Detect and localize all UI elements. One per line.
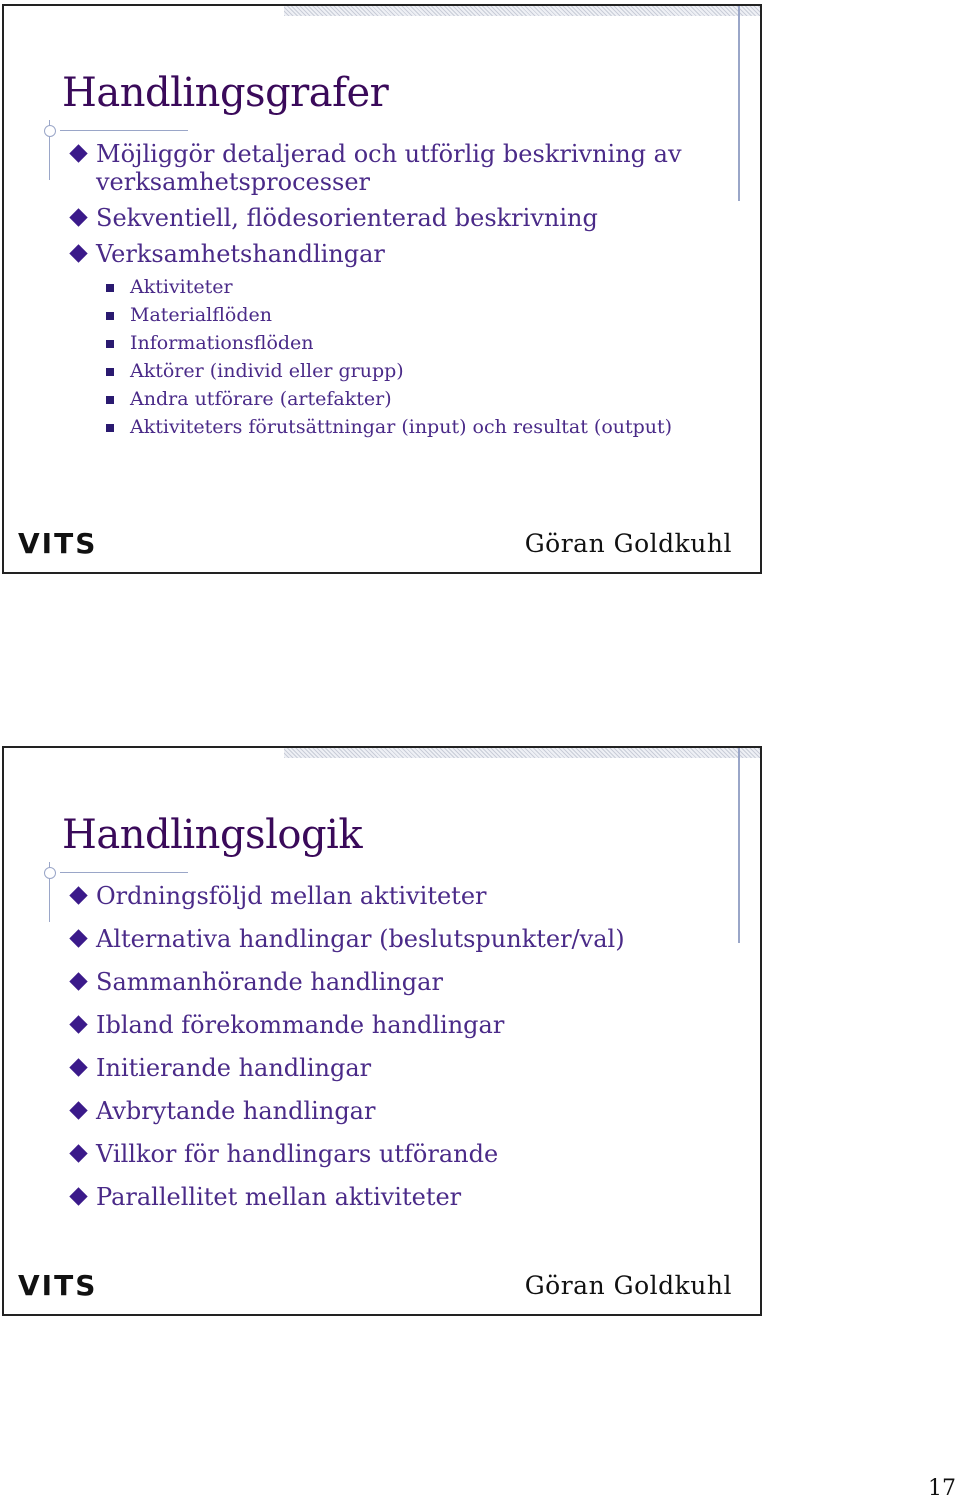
bullet-item xyxy=(68,1140,625,1168)
square-bullet-icon xyxy=(106,312,114,320)
square-bullet-icon xyxy=(106,284,114,292)
bullet-text: Initierande handlingar xyxy=(96,1054,372,1082)
square-bullet-icon xyxy=(106,340,114,348)
slide-accent-vertical-line xyxy=(738,748,740,943)
sub-bullet-item xyxy=(68,302,682,328)
bullet-item xyxy=(68,1011,625,1039)
diamond-bullet-icon xyxy=(69,1187,87,1205)
bullet-item xyxy=(68,140,682,196)
bullet-item xyxy=(68,925,625,953)
slide-accent-circle xyxy=(44,867,56,879)
bullet-item xyxy=(68,1054,625,1082)
slide-bullet-list xyxy=(68,140,682,444)
sub-bullet-item xyxy=(68,330,682,356)
slide-accent-vertical-line xyxy=(738,6,740,201)
diamond-bullet-icon xyxy=(69,886,87,904)
bullet-item xyxy=(68,968,625,996)
bullet-text: Sammanhörande handlingar xyxy=(96,968,443,996)
diamond-bullet-icon xyxy=(69,144,87,162)
slide-title: Handlingslogik xyxy=(62,812,363,858)
square-bullet-icon xyxy=(106,396,114,404)
footer-logo-vits: VITS xyxy=(18,527,98,560)
slide-handlingslogik xyxy=(2,746,762,1316)
slide-bullet-list xyxy=(68,882,625,1226)
sub-bullet-text: Aktiviteters förutsättningar (input) och resultat (output) xyxy=(130,416,673,438)
slide-title: Handlingsgrafer xyxy=(62,70,389,116)
sub-bullet-text: Andra utförare (artefakter) xyxy=(130,388,392,410)
bullet-item xyxy=(68,882,625,910)
sub-bullet-text: Informationsflöden xyxy=(130,332,314,354)
bullet-item xyxy=(68,1097,625,1125)
diamond-bullet-icon xyxy=(69,1058,87,1076)
bullet-text: Verksamhetshandlingar xyxy=(96,240,385,268)
diamond-bullet-icon xyxy=(69,1015,87,1033)
bullet-text: Möjliggör detaljerad och utförlig beskrivning av verksamhetsprocesser xyxy=(96,140,682,196)
sub-bullet-text: Aktiviteter xyxy=(130,276,233,298)
slide-header-hatch xyxy=(284,6,760,16)
sub-bullet-text: Materialflöden xyxy=(130,304,272,326)
sub-bullet-item xyxy=(68,274,682,300)
bullet-item xyxy=(68,240,682,268)
footer-author: Göran Goldkuhl xyxy=(524,1271,732,1300)
diamond-bullet-icon xyxy=(69,1144,87,1162)
bullet-text: Sekventiell, flödesorienterad beskrivning xyxy=(96,204,598,232)
diamond-bullet-icon xyxy=(69,972,87,990)
sub-bullet-item xyxy=(68,414,682,440)
square-bullet-icon xyxy=(106,424,114,432)
bullet-item xyxy=(68,1183,625,1211)
bullet-text: Parallellitet mellan aktiviteter xyxy=(96,1183,462,1211)
slide-accent-horizontal-line xyxy=(60,130,188,131)
diamond-bullet-icon xyxy=(69,208,87,226)
sub-bullet-item xyxy=(68,386,682,412)
footer-author: Göran Goldkuhl xyxy=(524,529,732,558)
bullet-text: Alternativa handlingar (beslutspunkter/val) xyxy=(96,925,625,953)
slide-header-hatch xyxy=(284,748,760,758)
bullet-text: Ibland förekommande handlingar xyxy=(96,1011,505,1039)
page-number: 17 xyxy=(928,1476,956,1501)
bullet-text: Villkor för handlingars utförande xyxy=(96,1140,499,1168)
square-bullet-icon xyxy=(106,368,114,376)
sub-bullet-text: Aktörer (individ eller grupp) xyxy=(130,360,404,382)
bullet-text: Ordningsföljd mellan aktiviteter xyxy=(96,882,487,910)
slide-accent-horizontal-line xyxy=(60,872,188,873)
diamond-bullet-icon xyxy=(69,244,87,262)
diamond-bullet-icon xyxy=(69,929,87,947)
bullet-text: Avbrytande handlingar xyxy=(96,1097,376,1125)
slide-accent-circle xyxy=(44,125,56,137)
diamond-bullet-icon xyxy=(69,1101,87,1119)
sub-bullet-item xyxy=(68,358,682,384)
slide-handlingsgrafer xyxy=(2,4,762,574)
footer-logo-vits: VITS xyxy=(18,1269,98,1302)
bullet-item xyxy=(68,204,682,232)
